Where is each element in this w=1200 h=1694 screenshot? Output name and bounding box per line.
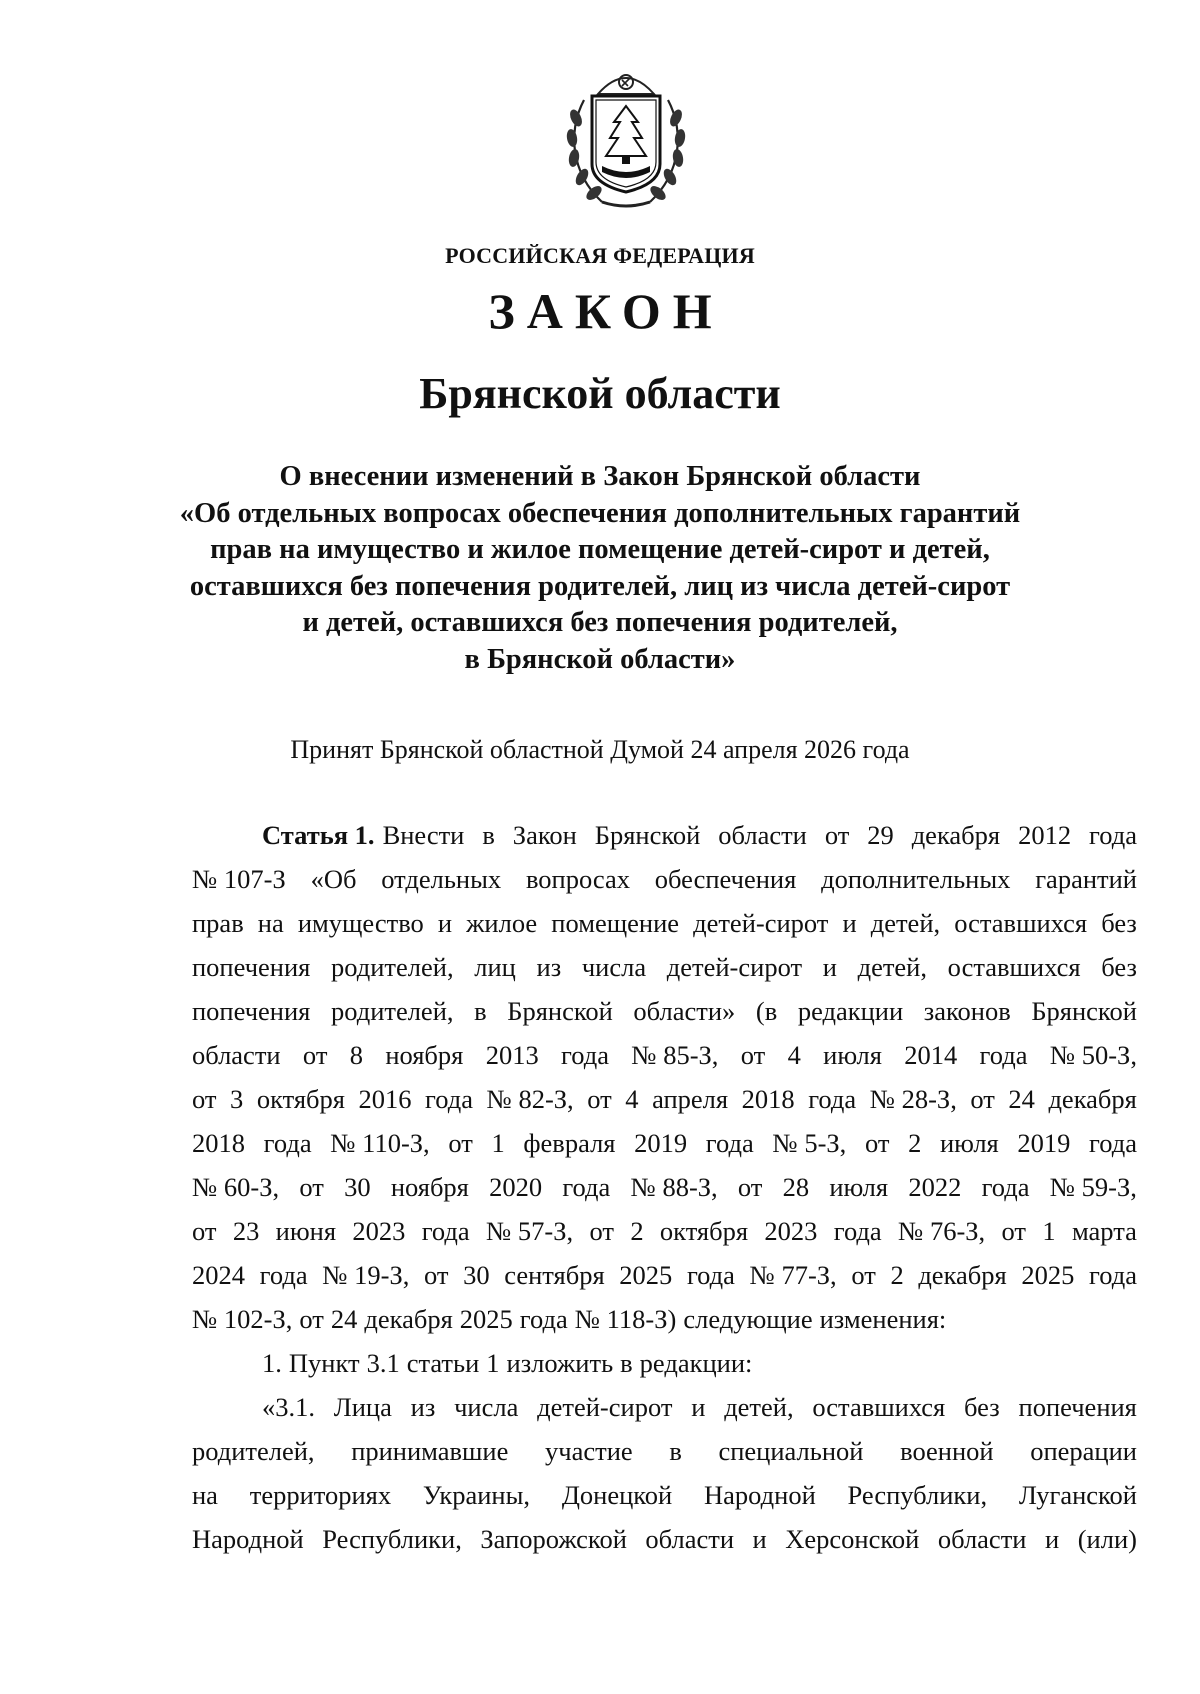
word: года	[705, 1128, 754, 1158]
word: сентября	[504, 1260, 605, 1290]
word: № 88-З,	[630, 1172, 718, 1202]
word: от	[448, 1128, 473, 1158]
word: и	[691, 1392, 706, 1422]
word: февраля	[523, 1128, 616, 1158]
law-title	[0, 459, 1200, 678]
word: № 102-З,	[192, 1304, 293, 1334]
word: 1	[491, 1128, 505, 1158]
word: ноября	[390, 1172, 469, 1202]
word: и	[842, 908, 857, 938]
word: области	[645, 1524, 735, 1554]
word: 2019	[634, 1128, 688, 1158]
word: оставшихся	[947, 952, 1081, 982]
word: 3	[230, 1084, 244, 1114]
word: года	[561, 1040, 609, 1070]
word: 2022	[908, 1172, 962, 1202]
word: от	[302, 1040, 328, 1070]
word: 2025	[1021, 1260, 1075, 1290]
word: прав	[192, 908, 244, 938]
word: 2020	[489, 1172, 543, 1202]
word: 4	[625, 1084, 639, 1114]
word: июня	[275, 1216, 337, 1246]
word: оставшихся	[954, 908, 1088, 938]
word: попечения	[192, 996, 311, 1026]
word: октября	[659, 1216, 749, 1246]
quote-line	[192, 1473, 1137, 1517]
word: родителей,	[192, 1436, 315, 1466]
word: года	[981, 1172, 1030, 1202]
word: на	[257, 908, 284, 938]
item-1	[192, 1341, 1137, 1385]
word: числа	[454, 1392, 519, 1422]
word: без	[1101, 908, 1137, 938]
word: 2023	[764, 1216, 818, 1246]
word: территориях	[249, 1480, 392, 1510]
word: года	[425, 1084, 473, 1114]
word: детей,	[857, 952, 927, 982]
quote-line	[192, 1517, 1137, 1561]
word: года	[1089, 1260, 1137, 1290]
word: детей-сирот	[537, 1392, 673, 1422]
word: Внести	[382, 820, 465, 850]
quote-line	[192, 1385, 1137, 1429]
word: Донецкой	[561, 1480, 673, 1510]
word: от	[737, 1172, 763, 1202]
word: 24	[1008, 1084, 1035, 1114]
word: декабря	[911, 820, 1001, 850]
word: 23	[232, 1216, 260, 1246]
word: № 77-З,	[749, 1260, 837, 1290]
word: № 85-З,	[631, 1040, 719, 1070]
word: года	[979, 1040, 1028, 1070]
word: из	[536, 952, 562, 982]
word: оставшихся	[812, 1392, 946, 1422]
word: 2025	[459, 1304, 513, 1334]
word: 29	[867, 820, 894, 850]
article-first-line	[192, 813, 1137, 857]
word: 2012	[1018, 820, 1072, 850]
word: марта	[1071, 1216, 1137, 1246]
word: ноября	[385, 1040, 464, 1070]
word: от	[740, 1040, 766, 1070]
word: декабря	[1048, 1084, 1137, 1114]
word: «3.1.	[262, 1392, 315, 1422]
word: № 57-З,	[486, 1216, 574, 1246]
word: операции	[1030, 1436, 1137, 1466]
word: редакции	[797, 996, 904, 1026]
word: № 28-З,	[869, 1084, 957, 1114]
body-line	[192, 1033, 1137, 1077]
word: 2019	[1017, 1128, 1071, 1158]
word: родителей,	[330, 996, 454, 1026]
word: от	[1001, 1216, 1026, 1246]
word: детей-сирот	[666, 952, 803, 982]
word: детей-сирот	[693, 908, 829, 938]
word: от	[424, 1260, 449, 1290]
body-line	[192, 1253, 1137, 1297]
law-body	[192, 813, 1137, 1561]
body-line	[192, 857, 1137, 901]
word: № 76-З,	[898, 1216, 986, 1246]
body-line	[192, 1297, 1137, 1341]
word: Народной	[192, 1524, 304, 1554]
document-type: ЗАКОН	[488, 283, 724, 339]
word: и	[822, 952, 837, 982]
word: имущество	[297, 908, 424, 938]
word: военной	[900, 1436, 994, 1466]
title-line: О внесении изменений в Закон Брянской области	[279, 461, 921, 492]
word: Украины,	[422, 1480, 531, 1510]
word: изменения:	[819, 1304, 947, 1334]
word: жилое	[466, 908, 538, 938]
word: принимавшие	[351, 1436, 509, 1466]
word: редакции:	[639, 1348, 753, 1378]
word: от	[587, 1084, 612, 1114]
word: попечения	[192, 952, 311, 982]
word: «Об	[310, 864, 357, 894]
word: Республики,	[847, 1480, 988, 1510]
body-line	[192, 989, 1137, 1033]
word: Брянской	[507, 996, 613, 1026]
word: от	[299, 1304, 324, 1334]
word: года	[562, 1172, 611, 1202]
word: вопросах	[525, 864, 630, 894]
word: 2018	[741, 1084, 795, 1114]
word: из	[410, 1392, 436, 1422]
word: декабря	[364, 1304, 453, 1334]
word: Луганской	[1018, 1480, 1137, 1510]
word: от	[851, 1260, 876, 1290]
word: № 50-З,	[1049, 1040, 1137, 1070]
word: родителей,	[331, 952, 454, 982]
word: июля	[940, 1128, 999, 1158]
article-label: Статья 1.	[262, 820, 375, 850]
word: № 107-З	[192, 864, 286, 894]
word: участие	[545, 1436, 633, 1466]
word: от	[299, 1172, 324, 1202]
word: Народной	[704, 1480, 816, 1510]
word: июля	[829, 1172, 889, 1202]
word: Закон	[512, 820, 577, 850]
word: 28	[782, 1172, 810, 1202]
body-line	[192, 945, 1137, 989]
title-line: прав на имущество и жилое помещение детей-сирот и детей,	[210, 534, 990, 565]
word: октября	[256, 1084, 345, 1114]
word: 2	[908, 1128, 922, 1158]
body-line-text	[383, 813, 1137, 857]
word: на	[192, 1480, 218, 1510]
word: отдельных	[381, 864, 502, 894]
word: в	[620, 1348, 633, 1378]
word: в	[482, 820, 495, 850]
region-name: Брянской области	[419, 369, 781, 418]
word: Брянской	[594, 820, 701, 850]
word: области	[192, 1040, 281, 1070]
word: от	[192, 1216, 217, 1246]
word: № 82-З,	[486, 1084, 574, 1114]
word: без	[964, 1392, 1000, 1422]
word: Республики,	[322, 1524, 462, 1554]
title-line: в Брянской области»	[464, 643, 736, 675]
word: 2023	[352, 1216, 406, 1246]
word: 1	[1042, 1216, 1056, 1246]
word: 24	[330, 1304, 358, 1334]
word: от	[864, 1128, 890, 1158]
word: обеспечения	[654, 864, 797, 894]
word: и	[1045, 1524, 1060, 1554]
word: года	[259, 1260, 308, 1290]
title-line: оставшихся без попечения родителей, лиц из числа детей-сирот	[189, 570, 1011, 602]
word: Пункт	[288, 1348, 360, 1378]
word: года	[1089, 820, 1137, 850]
word: года	[833, 1216, 882, 1246]
word: декабря	[918, 1260, 1007, 1290]
word: попечения	[1018, 1392, 1137, 1422]
word: Запорожской	[480, 1524, 627, 1554]
word: № 5-З,	[772, 1128, 847, 1158]
word: (или)	[1077, 1524, 1137, 1554]
word: гарантий	[1035, 864, 1137, 894]
word: 2014	[904, 1040, 958, 1070]
word: в	[669, 1436, 682, 1466]
word: и	[752, 1524, 767, 1554]
word: (в	[755, 996, 778, 1026]
body-line	[192, 1121, 1137, 1165]
word: области	[718, 820, 807, 850]
word: области»	[633, 996, 736, 1026]
word: 1.	[262, 1348, 282, 1378]
body-line	[192, 901, 1137, 945]
word: апреля	[652, 1084, 729, 1114]
word: года	[519, 1304, 568, 1334]
word: Брянской	[1031, 996, 1137, 1026]
word: от	[589, 1216, 614, 1246]
word: года	[421, 1216, 470, 1246]
word: дополнительных	[821, 864, 1011, 894]
word: 1	[486, 1348, 500, 1378]
word: помещение	[551, 908, 680, 938]
title-line: «Об отдельных вопросах обеспечения дополнительных гарантий	[179, 497, 1021, 529]
word: области	[937, 1524, 1027, 1554]
word: изложить	[506, 1348, 614, 1378]
word: 2024	[192, 1260, 245, 1290]
word: года	[1089, 1128, 1137, 1158]
word: 2	[890, 1260, 904, 1290]
word: № 110-З,	[330, 1128, 430, 1158]
word: № 60-З,	[192, 1172, 280, 1202]
quote-line	[192, 1429, 1137, 1473]
word: специальной	[718, 1436, 864, 1466]
word: числа	[581, 952, 647, 982]
word: 2018	[192, 1128, 245, 1158]
word: статьи	[406, 1348, 480, 1378]
word: следующие	[683, 1304, 813, 1334]
body-line	[192, 1165, 1137, 1209]
word: № 118-З)	[574, 1304, 677, 1334]
word: № 19-З,	[322, 1260, 410, 1290]
word: Лица	[333, 1392, 392, 1422]
word: 2016	[358, 1084, 412, 1114]
word: от	[192, 1084, 217, 1114]
bryansk-coat-of-arms-icon	[562, 60, 690, 212]
word: года	[808, 1084, 857, 1114]
title-line: и детей, оставшихся без попечения родителей,	[302, 607, 898, 638]
adoption-note: Принят Брянской областной Думой 24 апреля 2026 года	[290, 735, 910, 764]
body-line	[192, 1209, 1137, 1253]
word: от	[970, 1084, 995, 1114]
word: 30	[344, 1172, 371, 1202]
word: лиц	[474, 952, 516, 982]
word: 30	[463, 1260, 490, 1290]
word: от	[824, 820, 850, 850]
word: 4	[787, 1040, 801, 1070]
country-name: РОССИЙСКАЯ ФЕДЕРАЦИЯ	[445, 243, 755, 268]
word: 2013	[485, 1040, 539, 1070]
word: законов	[923, 996, 1011, 1026]
word: 3.1	[366, 1348, 400, 1378]
word: Херсонской	[785, 1524, 920, 1554]
body-line	[192, 1077, 1137, 1121]
word: года	[686, 1260, 735, 1290]
word: июля	[823, 1040, 882, 1070]
word: 8	[349, 1040, 363, 1070]
word: в	[474, 996, 487, 1026]
word: детей,	[870, 908, 941, 938]
word: детей,	[724, 1392, 794, 1422]
word: 2025	[619, 1260, 673, 1290]
word: года	[263, 1128, 312, 1158]
word: без	[1101, 952, 1137, 982]
word: 2	[630, 1216, 644, 1246]
word: № 59-З,	[1049, 1172, 1137, 1202]
word: и	[437, 908, 453, 938]
